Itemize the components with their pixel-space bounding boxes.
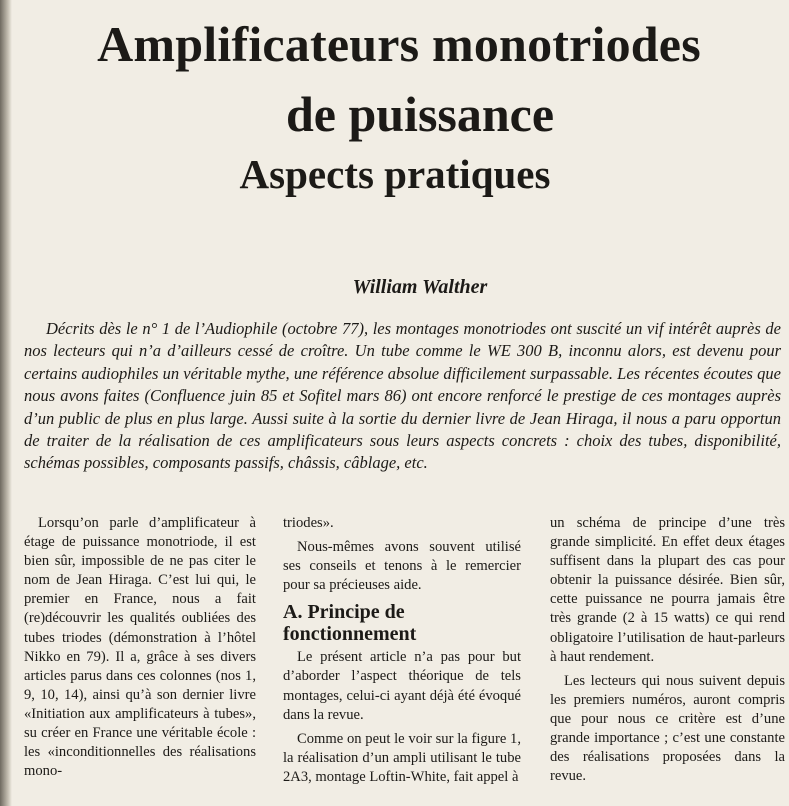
article-title-line-2: de puissance (285, 86, 555, 142)
intro-paragraph: Décrits dès le n° 1 de l’Audiophile (octobre 77), les montages monotriodes ont suscité un vif intérêt auprès de nos lecteurs qui n’a d’ailleurs cessé de croître. Un tube comme le WE 300 B, inconnu alors, est devenu pour certains audiophiles un véritable mythe, une référence absolue difficilement surpassable. Les récentes écoutes que nous avons faites (Confluence juin 85 et Sofitel mars 86) ont encore renforcé le prestige de ces montages auprès d’un public de plus en plus large. Aussi suite à la sortie du dernier livre de Jean Hiraga, il nous a paru opportun de traiter de la réalisation de ces amplificateurs sous leurs aspects concrets : choix des tubes, disponibilité, schémas possibles, composants passifs, châssis, câblage, etc. (24, 319, 781, 473)
column-1-paragraph: Lorsqu’on parle d’amplificateur à étage de puissance monotriode, il est bien sûr, impossible de ne pas citer le nom de Jean Hiraga. C’est lui qui, le premier en France, nous a fait (re)découvrir les qualités oubliées des tubes triodes (démonstration à l’hôtel Nikko en 79). Il a, grâce à ses divers articles parus dans ces colonnes (nos 1, 9, 10, 14), ainsi qu’à son dernier livre «Initiation aux amplificateurs à tubes», su créer en France une véritable école : les «inconditionnelles des réalisations mono- (24, 515, 256, 780)
column-3-continuation: un schéma de principe d’une très grande simplicité. En effet deux étages suffisent dans la plupart des cas pour obtenir la puissance désirée. Bien sûr, cette puissance ne pourra jamais être très grande (2 à 15 watts) ce qui rend obligatoire l’utilisation de haut-parleurs à haut rendement. (550, 515, 785, 665)
article-subtitle: Aspects pratiques (239, 151, 551, 197)
page-binding-shadow (0, 0, 12, 806)
author-name: William Walther (352, 276, 488, 298)
column-3-paragraph: Les lecteurs qui nous suivent depuis les premiers numéros, auront compris que pour nous ce critère est d’une grande importance ; c’est une constante des réalisations proposées dans la revue. (550, 672, 785, 785)
column-2-paragraph-2: Le présent article n’a pas pour but d’aborder l’aspect théorique de tels montages, celui-ci ayant déjà été évoqué dans la revue. (283, 649, 521, 723)
section-heading: A. Principe de fonctionnement (283, 601, 417, 646)
column-2-continuation: triodes». (283, 515, 334, 531)
column-2-paragraph-1: Nous-mêmes avons souvent utilisé ses conseils et tenons à le remercier pour sa précieuses aide. (283, 539, 521, 594)
text-column-3 (550, 514, 785, 791)
text-column-2 (283, 514, 521, 792)
article-title-line-1: Amplificateurs monotriodes (97, 16, 701, 72)
column-2-paragraph-3: Comme on peut le voir sur la figure 1, la réalisation d’un ampli utilisant le tube 2A3, montage Loftin-White, fait appel à (283, 730, 521, 785)
text-column-1 (24, 514, 256, 786)
